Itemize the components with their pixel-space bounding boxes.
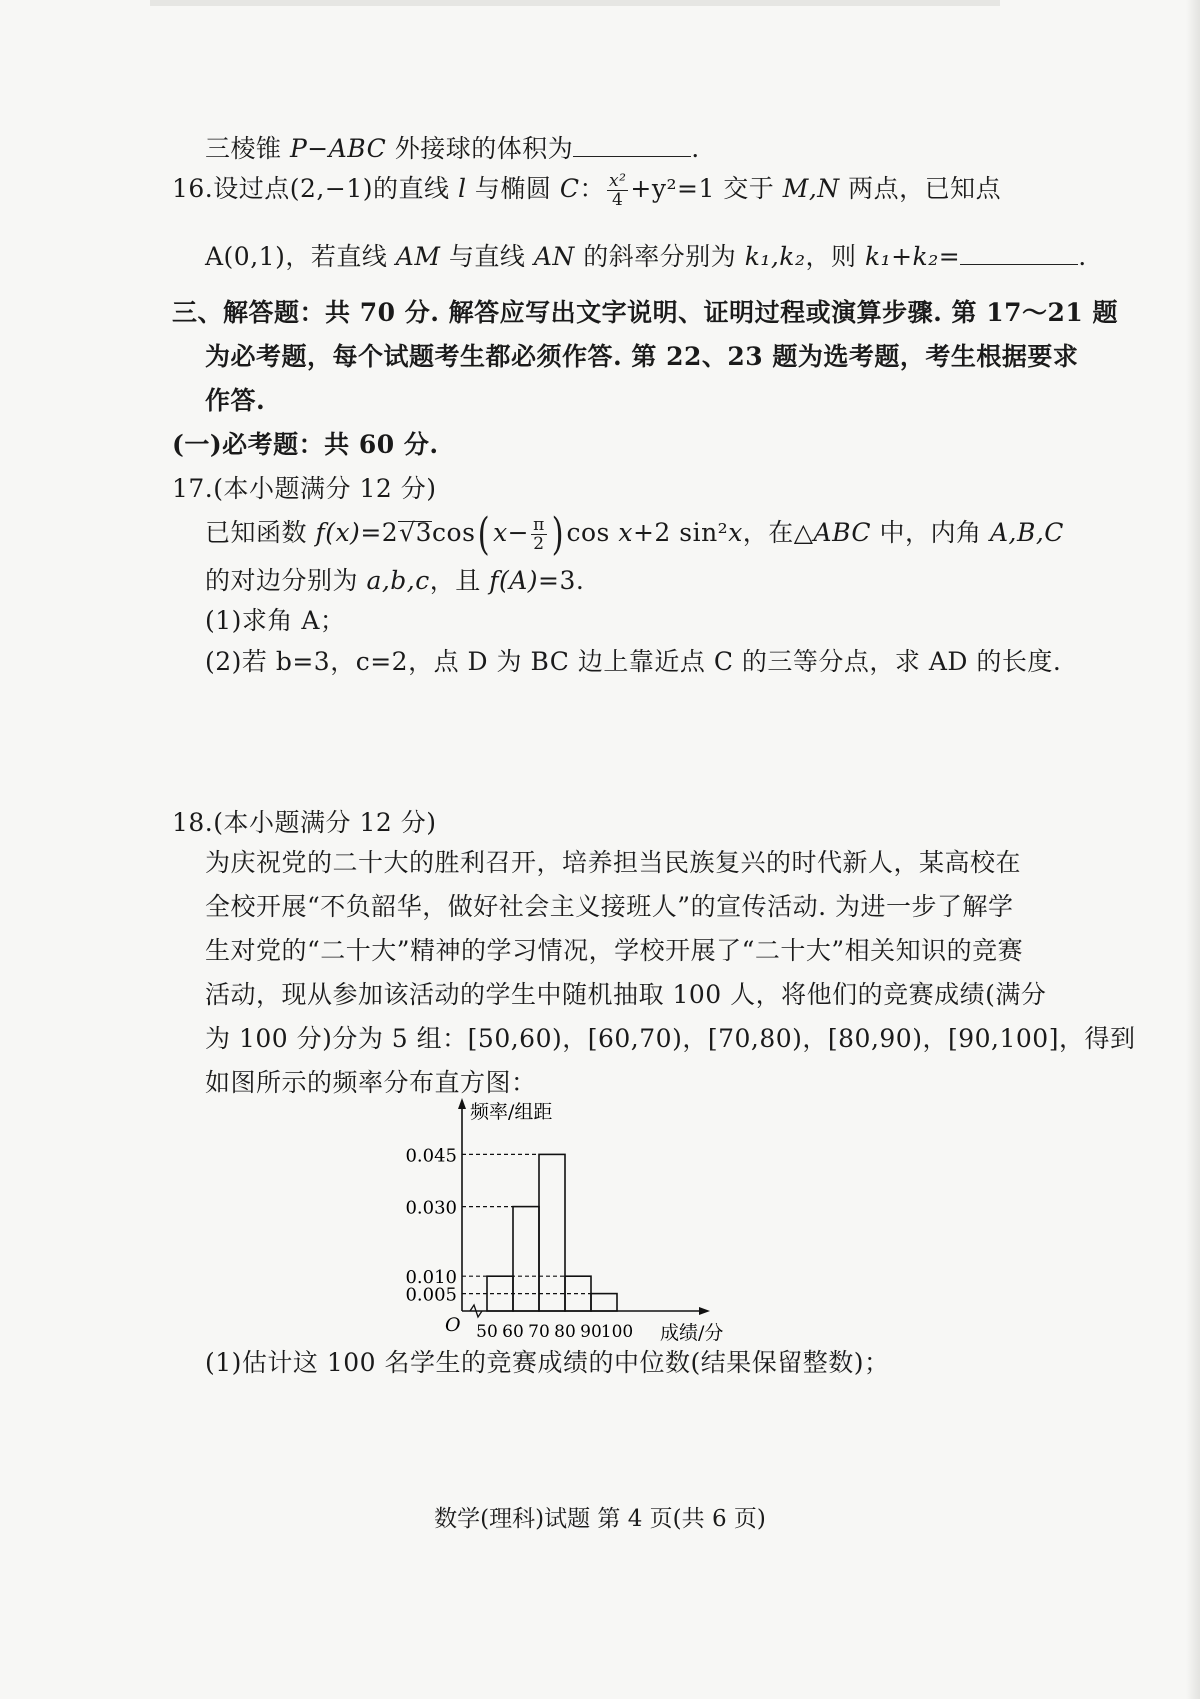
q16-colon: ： <box>579 174 605 203</box>
q17-points: (本小题满分 12 分) <box>213 474 437 503</box>
q17-header <box>172 472 436 506</box>
q17-part2: (2)若 b=3，c=2，点 D 为 BC 边上靠近点 C 的三等分点，求 AD 的长度. <box>205 647 1062 676</box>
q16-number: 16. <box>172 174 214 203</box>
q17-l1f: ，在△ <box>742 518 814 547</box>
q17-sin2: +2 sin² <box>632 518 729 547</box>
x-tick-label: 70 <box>528 1322 550 1342</box>
q16-l2c: 的斜率分别为 <box>574 242 745 271</box>
q17-part1: (1)求角 A； <box>205 606 346 635</box>
q18-line5: 为 100 分)分为 5 组：[50,60)，[60,70)，[70,80)，[80,90)，[90,100]，得到 <box>205 1024 1136 1053</box>
q17-sides: a,b,c <box>366 566 430 595</box>
q17-l1a: 已知函数 <box>205 518 316 547</box>
q15-tail <box>205 132 700 166</box>
q17-left-paren: ( <box>478 508 491 560</box>
q16-line-l: l <box>457 174 467 203</box>
q16-text1: 设过点(2,−1)的直线 <box>213 174 458 203</box>
y-tick-label: 0.045 <box>405 1145 457 1167</box>
q15-end: . <box>691 134 700 163</box>
scan-right-edge <box>1186 0 1200 1699</box>
q18-line2: 全校开展“不负韶华，做好社会主义接班人”的宣传活动. 为进一步了解学 <box>205 892 1014 921</box>
x-axis-label: 成绩/分 <box>660 1322 724 1344</box>
q15-answer-blank[interactable] <box>573 132 691 157</box>
q16-text3: +y²=1 交于 <box>630 174 783 203</box>
q16-answer-blank[interactable] <box>960 240 1078 265</box>
section3-line3: 作答. <box>205 386 266 415</box>
q17-l2b: ，且 <box>429 566 490 595</box>
q17-x1: x <box>618 518 633 547</box>
q17-right-paren: ) <box>551 508 564 560</box>
q17-cos: cos <box>432 518 476 547</box>
x-tick-label: 60 <box>502 1322 524 1342</box>
q16-l2d: ，则 <box>805 242 865 271</box>
q16-text4: 两点，已知点 <box>839 174 1002 203</box>
q17-number: 17. <box>172 474 214 503</box>
x-tick-label: 80 <box>554 1322 576 1342</box>
q18-line1: 为庆祝党的二十大的胜利召开，培养担当民族复兴的时代新人，某高校在 <box>205 848 1022 877</box>
q17-triangle: ABC <box>813 518 872 547</box>
q16-slopes: k₁,k₂ <box>744 242 806 271</box>
q16-line2 <box>205 240 1087 274</box>
q16-frac-num: x² <box>609 171 627 191</box>
q15-math: P−ABC <box>289 134 387 163</box>
q16-l2e: = <box>938 242 961 271</box>
q17-cosx: cos <box>566 518 619 547</box>
q17-l2a: 的对边分别为 <box>205 566 367 595</box>
q16-l2b: 与直线 <box>440 242 534 271</box>
x-axis-arrow <box>699 1307 710 1315</box>
q16-AN: AN <box>533 242 575 271</box>
q17-pi-fraction <box>531 516 547 553</box>
y-tick-label: 0.005 <box>405 1284 457 1306</box>
q17-inner: x− <box>493 518 530 547</box>
frequency-histogram <box>392 1096 732 1344</box>
histogram-bar <box>591 1294 617 1311</box>
section3-line2: 为必考题，每个试题考生都必须作答. 第 22、23 题为选考题，考生根据要求 <box>205 342 1079 371</box>
q18-line6: 如图所示的频率分布直方图： <box>205 1068 537 1097</box>
q17-angles: A,B,C <box>989 518 1064 547</box>
q18-header <box>172 806 436 840</box>
q16-line1 <box>172 172 1001 209</box>
q16-frac-den: 4 <box>612 190 624 210</box>
q17-l1b: =2 <box>360 518 399 547</box>
q16-slope-sum: k₁+k₂ <box>864 242 939 271</box>
q17-x2: x <box>728 518 743 547</box>
q16-end: . <box>1078 242 1087 271</box>
q17-line2 <box>205 564 584 598</box>
q16-AM: AM <box>395 242 441 271</box>
y-axis-label: 频率/组距 <box>470 1101 553 1123</box>
histogram-bar <box>513 1207 539 1311</box>
origin-label: O <box>445 1314 461 1336</box>
q18-points: (本小题满分 12 分) <box>213 808 437 837</box>
q16-fraction <box>607 172 628 209</box>
q17-sqrt3: √3 <box>399 518 433 547</box>
q15-text: 三棱锥 <box>205 134 290 163</box>
q18-part1: (1)估计这 100 名学生的竞赛成绩的中位数(结果保留整数)； <box>205 1348 890 1377</box>
y-axis-arrow <box>458 1098 466 1109</box>
q17-fx: f(x) <box>315 518 361 547</box>
scan-top-edge <box>150 0 1000 6</box>
q17-line1 <box>205 508 1064 560</box>
y-tick-label: 0.030 <box>405 1197 457 1219</box>
q16-points-MN: M,N <box>782 174 840 203</box>
y-tick-label: 0.010 <box>405 1267 457 1289</box>
page-footer: 数学(理科)试题 第 4 页(共 6 页) <box>434 1506 766 1532</box>
q16-ellipse-C: C <box>559 174 580 203</box>
q16-l2a: A(0,1)，若直线 <box>205 242 396 271</box>
q17-pi-den: 2 <box>533 534 545 554</box>
q18-number: 18. <box>172 808 214 837</box>
q17-l1g: 中，内角 <box>871 518 990 547</box>
q17-pi-num: π <box>533 515 545 535</box>
histogram-bar <box>539 1154 565 1311</box>
x-tick-label: 50 <box>476 1322 498 1342</box>
x-tick-label: 100 <box>600 1322 634 1342</box>
q16-text2: 与椭圆 <box>466 174 560 203</box>
part1-heading: (一)必考题：共 60 分. <box>172 430 439 459</box>
q17-fA: f(A) <box>489 566 539 595</box>
q18-line4: 活动，现从参加该活动的学生中随机抽取 100 人，将他们的竞赛成绩(满分 <box>205 980 1047 1009</box>
section3-line1: 三、解答题：共 70 分. 解答应写出文字说明、证明过程或演算步骤. 第 17～21 题 <box>172 298 1119 327</box>
q15-text2: 外接球的体积为 <box>386 134 574 163</box>
q18-line3: 生对党的“二十大”精神的学习情况，学校开展了“二十大”相关知识的竞赛 <box>205 936 1024 965</box>
q17-l2c: =3. <box>538 566 585 595</box>
x-tick-label: 90 <box>580 1322 602 1342</box>
